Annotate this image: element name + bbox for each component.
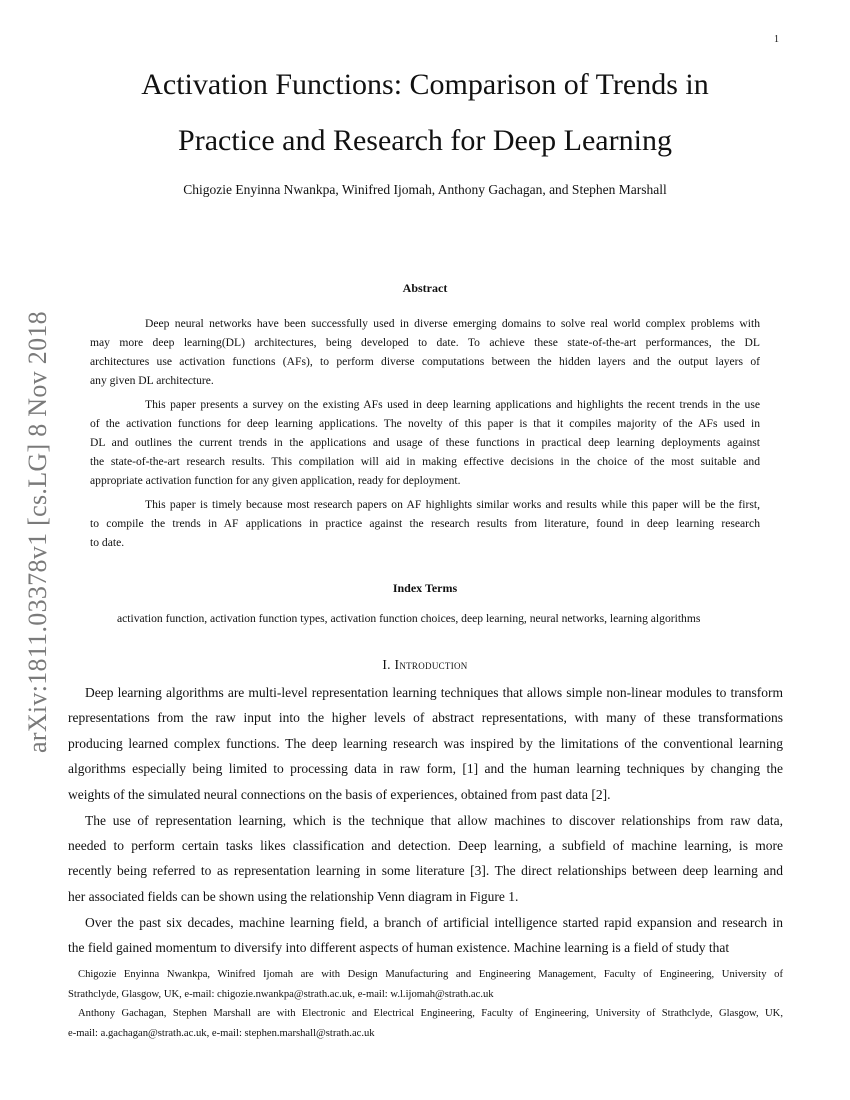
introduction-line: needed to perform certain tasks likes classification and detection. Deep learning, a subfield of machine learning, is more [68,837,783,853]
index-terms-text: activation function, activation function types, activation function choices, deep learning, neural networks, learning algorithms [117,612,701,625]
introduction-line: the field gained momentum to diversify into different aspects of human existence. Machine learning is a field of study that [68,940,730,955]
page-number: 1 [774,34,779,45]
abstract-line: DL and outlines the current trends in the applications and usage of these functions in practical deep learning deployments against [90,436,760,449]
abstract-line: architectures use activation functions (AFs), to perform diverse computations between the hidden layers and the output layers of [90,355,760,368]
footnote-line: e-mail: a.gachagan@strath.ac.uk, e-mail: stephen.marshall@strath.ac.uk [68,1027,375,1039]
abstract-line: may more deep learning(DL) architectures, being developed to date. To achieve these state-of-the-art performances, the DL [90,336,760,349]
abstract-line: to compile the trends in AF applications in practice against the research results from literature, found in deep learning research [90,517,760,530]
abstract-line: Deep neural networks have been successfully used in diverse emerging domains to solve real world complex problems with [145,317,760,330]
index-terms-heading: Index Terms [392,581,458,595]
introduction-line: recently being referred to as representation learning in some literature [3]. The direct relationships between deep learning and [68,863,783,879]
introduction-heading: I. Introduction [382,657,468,672]
introduction-line: weights of the simulated neural connections on the basis of experiences, obtained from past data [2]. [68,786,611,802]
title-line-2: Practice and Research for Deep Learning [178,124,672,157]
abstract-line: the state-of-the-art research results. This compilation will aid in making effective decisions in the choice of the most suitable and [90,455,760,468]
introduction-line: The use of representation learning, which is the technique that allow machines to discover relationships from raw data, [85,812,783,828]
abstract-heading: Abstract [402,281,448,295]
abstract-line: This paper presents a survey on the existing AFs used in deep learning applications and highlights the recent trends in the use [145,398,760,411]
introduction-line: Deep learning algorithms are multi-level representation learning techniques that allows simple non-linear modules to transform [85,685,783,700]
abstract-line: to date. [90,536,125,549]
introduction-line: algorithms especially being limited to processing data in raw form, [1] and the human learning techniques by changing the [68,761,783,777]
introduction-line: representations from the raw input into the higher levels of abstract representations, with many of these transformations [68,710,783,726]
introduction-line: her associated fields can be shown using the relationship Venn diagram in Figure 1. [68,888,519,904]
footnote-line: Anthony Gachagan, Stephen Marshall are with Electronic and Electrical Engineering, Faculty of Engineering, University of Strathclyde, Glasgow, UK, [78,1008,783,1019]
title-line-1: Activation Functions: Comparison of Trends in [141,68,709,101]
footnote-line: Chigozie Enyinna Nwankpa, Winifred Ijomah are with Design Manufacturing and Engineering Management, Faculty of Engineering, University of [78,969,783,980]
introduction-line: Over the past six decades, machine learning field, a branch of artificial intelligence started rapid expansion and research in [85,914,783,930]
introduction-line: producing learned complex functions. The deep learning research was inspired by the limitations of the conventional learning [68,735,783,751]
abstract-line: of the activation functions for deep learning applications. The novelty of this paper is that it compiles majority of the AFs used in [90,417,760,430]
footnote-line: Strathclyde, Glasgow, UK, e-mail: chigozie.nwankpa@strath.ac.uk, e-mail: w.l.ijomah@strath.ac.uk [68,988,494,1000]
abstract-line: This paper is timely because most research papers on AF highlights similar works and results while this paper will be the first, [145,498,760,511]
arxiv-stamp: arXiv:1811.03378v1 [cs.LG] 8 Nov 2018 [23,311,52,753]
abstract-line: appropriate activation function for any given application, ready for deployment. [90,474,461,487]
abstract-line: any given DL architecture. [90,374,214,387]
authors: Chigozie Enyinna Nwankpa, Winifred Ijomah, Anthony Gachagan, and Stephen Marshall [183,182,667,197]
